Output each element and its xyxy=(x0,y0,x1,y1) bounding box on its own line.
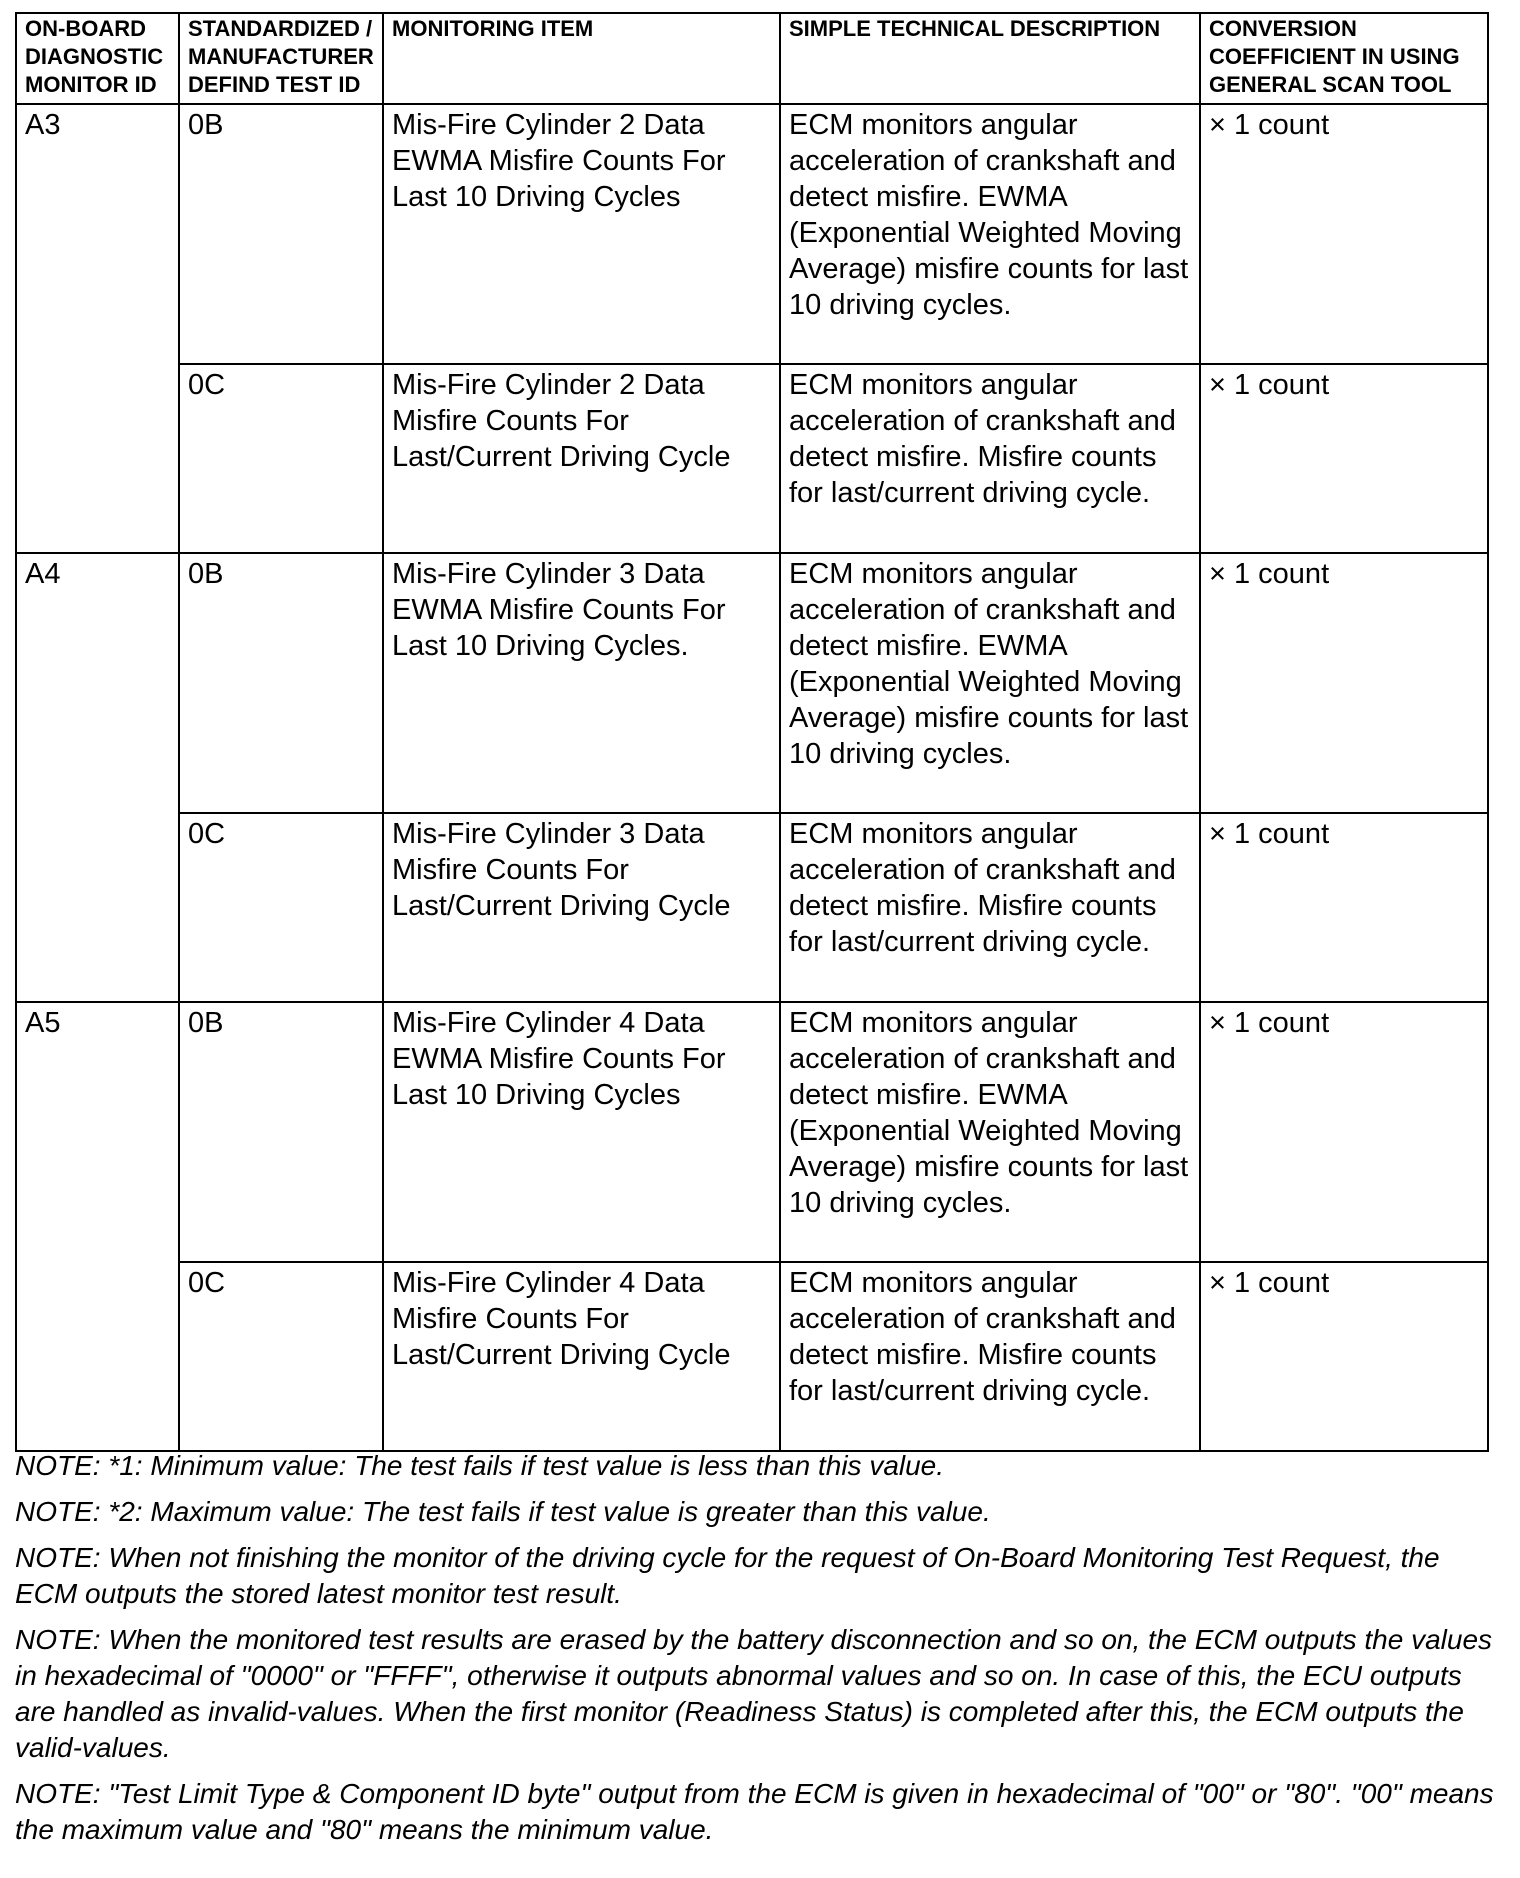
table-row xyxy=(16,104,1488,364)
note-maximum-value: NOTE: *2: Maximum value: The test fails if test value is greater than this value. xyxy=(15,1496,991,1527)
monitoring-item-cell: Mis-Fire Cylinder 4 Data EWMA Misfire Counts For Last 10 Driving Cycles xyxy=(383,1002,780,1262)
note-minimum-value: NOTE: *1: Minimum value: The test fails if test value is less than this value. xyxy=(15,1450,945,1481)
monitor-id-cell: A3 xyxy=(16,104,179,553)
header-monitor-id: ON-BOARD DIAGNOSTIC MONITOR ID xyxy=(16,13,179,104)
test-id-cell: 0B xyxy=(179,104,383,364)
test-id-cell: 0B xyxy=(179,1002,383,1262)
table-header-row xyxy=(16,13,1488,104)
table-row xyxy=(16,1262,1488,1451)
description-cell: ECM monitors angular acceleration of crankshaft and detect misfire. EWMA (Exponential Weighted Moving Average) misfire counts for last 10 driving cycles. xyxy=(780,104,1200,364)
conversion-cell: × 1 count xyxy=(1200,364,1488,553)
conversion-cell: × 1 count xyxy=(1200,1002,1488,1262)
conversion-cell: × 1 count xyxy=(1200,104,1488,364)
monitoring-item-cell: Mis-Fire Cylinder 4 Data Misfire Counts For Last/Current Driving Cycle xyxy=(383,1262,780,1451)
description-cell: ECM monitors angular acceleration of crankshaft and detect misfire. EWMA (Exponential Weighted Moving Average) misfire counts for last 10 driving cycles. xyxy=(780,1002,1200,1262)
monitoring-item-cell: Mis-Fire Cylinder 2 Data EWMA Misfire Counts For Last 10 Driving Cycles xyxy=(383,104,780,364)
conversion-cell: × 1 count xyxy=(1200,553,1488,813)
header-test-id: STANDARDIZED / MANUFACTURER DEFIND TEST ID xyxy=(179,13,383,104)
monitor-id-cell: A4 xyxy=(16,553,179,1002)
description-cell: ECM monitors angular acceleration of crankshaft and detect misfire. EWMA (Exponential Weighted Moving Average) misfire counts for last 10 driving cycles. xyxy=(780,553,1200,813)
description-cell: ECM monitors angular acceleration of crankshaft and detect misfire. Misfire counts for last/current driving cycle. xyxy=(780,813,1200,1002)
description-cell: ECM monitors angular acceleration of crankshaft and detect misfire. Misfire counts for last/current driving cycle. xyxy=(780,1262,1200,1451)
test-id-cell: 0C xyxy=(179,364,383,553)
monitoring-item-cell: Mis-Fire Cylinder 2 Data Misfire Counts For Last/Current Driving Cycle xyxy=(383,364,780,553)
monitor-id-cell: A5 xyxy=(16,1002,179,1451)
test-id-cell: 0C xyxy=(179,813,383,1002)
monitoring-item-cell: Mis-Fire Cylinder 3 Data Misfire Counts For Last/Current Driving Cycle xyxy=(383,813,780,1002)
test-id-cell: 0C xyxy=(179,1262,383,1451)
notes-section xyxy=(15,1448,1495,1858)
conversion-cell: × 1 count xyxy=(1200,1262,1488,1451)
note-test-limit-type: NOTE: "Test Limit Type & Component ID byte" output from the ECM is given in hexadecimal of "00" or "80". "00" means the maximum value and "80" means the minimum value. xyxy=(15,1778,1494,1845)
monitor-test-table xyxy=(15,12,1489,1452)
header-description: SIMPLE TECHNICAL DESCRIPTION xyxy=(780,13,1200,104)
header-conversion: CONVERSION COEFFICIENT IN USING GENERAL SCAN TOOL xyxy=(1200,13,1488,104)
note-stored-latest-result: NOTE: When not finishing the monitor of the driving cycle for the request of On-Board Monitoring Test Request, the ECM outputs the stored latest monitor test result. xyxy=(15,1542,1440,1609)
header-monitoring-item: MONITORING ITEM xyxy=(383,13,780,104)
note-invalid-values: NOTE: When the monitored test results are erased by the battery disconnection and so on, the ECM outputs the values in hexadecimal of "0000" or "FFFF", otherwise it outputs abnormal values and so on. In case of this, the ECU outputs are handled as invalid-values. When the first monitor (Readiness Status) is completed after this, the ECM outputs the valid-values. xyxy=(15,1624,1493,1763)
table-row xyxy=(16,813,1488,1002)
table-row xyxy=(16,364,1488,553)
table-row xyxy=(16,553,1488,813)
description-cell: ECM monitors angular acceleration of crankshaft and detect misfire. Misfire counts for last/current driving cycle. xyxy=(780,364,1200,553)
monitoring-item-cell: Mis-Fire Cylinder 3 Data EWMA Misfire Counts For Last 10 Driving Cycles. xyxy=(383,553,780,813)
test-id-cell: 0B xyxy=(179,553,383,813)
table-row xyxy=(16,1002,1488,1262)
conversion-cell: × 1 count xyxy=(1200,813,1488,1002)
